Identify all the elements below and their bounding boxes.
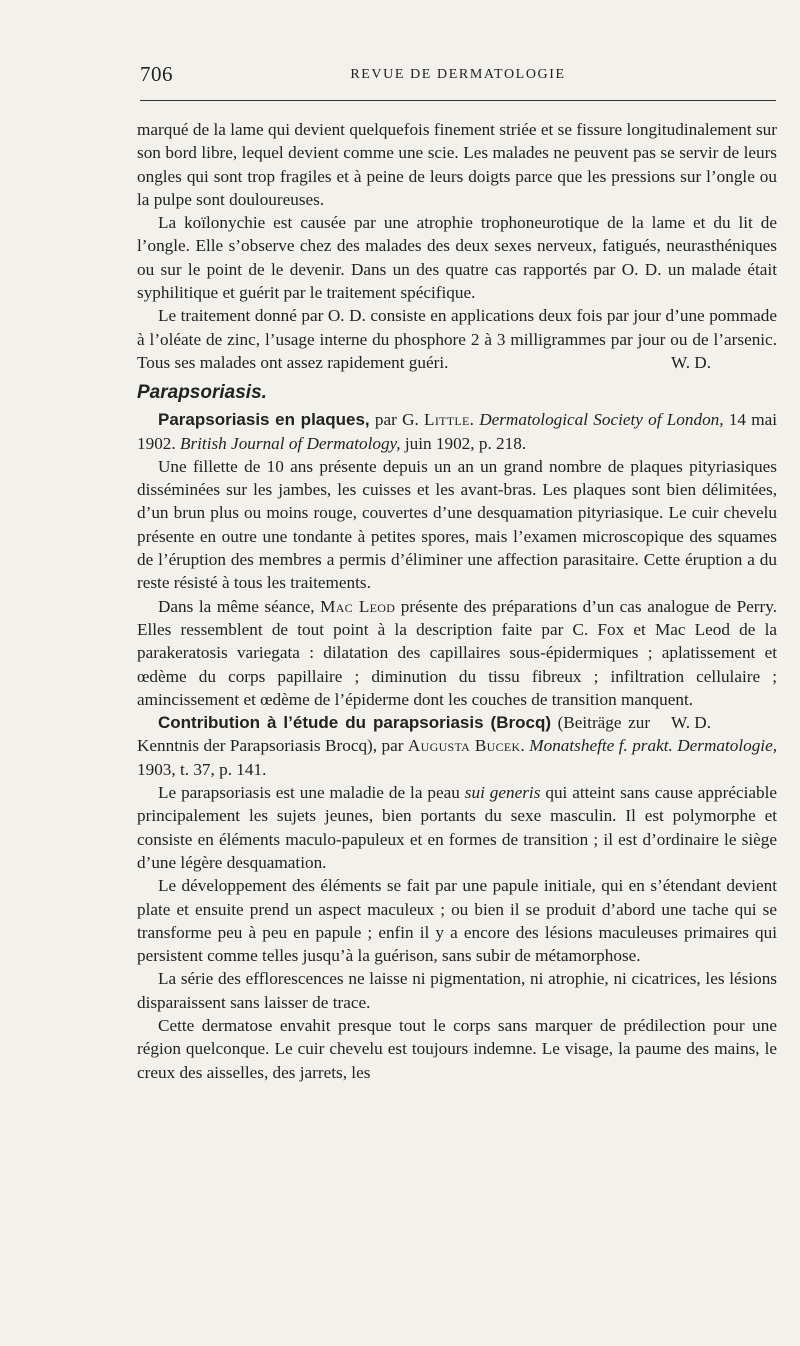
page-number: 706	[140, 62, 173, 86]
author-name: Augusta Bucek	[407, 736, 521, 756]
running-title: REVUE DE DERMATOLOGIE	[350, 67, 566, 82]
body-text	[137, 118, 777, 1084]
article-title: Parapsoriasis en plaques,	[158, 410, 370, 430]
article-heading: Contribution à l’étude du parapsoriasis (Brocq) (Beiträge zur Kenntnis der Parapsoriasis Brocq), par Augusta Bucek. Monatshefte f. prakt. Dermatologie, 1903, t. 37, p. 141.	[137, 713, 778, 779]
article2-paragraph-4: Cette dermatose envahit presque tout le corps sans marquer de prédilection pour une région quelconque. Le cuir chevelu est toujours indemne. Le visage, la paume des mains, le creux des aisselles, des jarrets, les	[137, 1015, 777, 1082]
article2-paragraph-1: Le parapsoriasis est une maladie de la peau sui generis qui atteint sans cause appréciable principalement les sujets jeunes, bien portants du sexe masculin. Il est polymorphe et consiste en éléments maculo-papuleux et en formes de transition ; il est d’ordinaire le siège d’une légère desquamation.	[137, 783, 778, 872]
article-heading: Parapsoriasis en plaques, par G. Little. Dermatological Society of London, 14 mai 1902. British Journal of Dermatology, juin 1902, p. 218.	[137, 410, 778, 453]
article-title: Contribution à l’étude du parapsoriasis (Brocq)	[158, 713, 551, 733]
koilonychie-paragraph-2: La koïlonychie est causée par une atrophie trophoneurotique de la lame et du lit de l’ongle. Elle s’observe chez des malades des deux sexes nerveux, fatigués, neurasthéniques ou sur le point de le devenir. Dans un des quatre cas rapportés par O. D. un malade était syphilitique et guérit par le traitement spécifique.	[137, 213, 777, 303]
signature: W. D.	[671, 352, 711, 372]
header-rule	[140, 100, 776, 101]
article1-paragraph-1: Une fillette de 10 ans présente depuis un an un grand nombre de plaques pityriasiques disséminées sur les jambes, les cuisses et les avant-bras. Les plaques sont bien délimitées, d’un brun plus ou moins rouge, couvertes d’une desquamation pityriasique. Le cuir chevelu présente en outre une tondante à petites spores, mais l’examen microscopique des squames de l’éruption des membres a permis d’éliminer une affection parasitaire. Cette éruption a du reste résisté à tous les traitements.	[137, 456, 777, 593]
page-header	[140, 62, 776, 92]
article1-paragraph-2: Dans la même séance, Mac Leod présente des préparations d’un cas analogue de Perry. Elles ressemblent de tout point à la description faite par C. Fox et Mac Leod de la parakeratosis variegata : dilatation des capillaires sous-épidermiques ; aplatissement et œdème du corps papillaire ; diminution du tissu fibreux ; infiltration cellulaire ; amincissement et œdème de l’épiderme dont les couches de transition manquent. W. D.	[137, 595, 777, 711]
article2-paragraph-2: Le développement des éléments se fait par une papule initiale, qui en s’étendant devient plate et ensuite prend un aspect maculeux ; ou bien il se produit d’abord une tache qui se transforme peu à peu en papule ; enfin il y a encore des lésions maculeuses primaires qui persistent comme telles jusqu’à la guérison, sans subir de métamorphose.	[137, 876, 777, 966]
koilonychie-paragraph-1: marqué de la lame qui devient quelquefois finement striée et se fissure longitudinalement sur son bord libre, lequel devient comme une scie. Les malades ne peuvent pas se servir de leurs ongles qui sont trop fragiles et à peine de leurs doigts parce que les pressions sur l’ongle ou la pulpe sont douloureuses.	[137, 120, 777, 209]
koilonychie-paragraph-3	[137, 304, 777, 374]
signature: W. D.	[671, 713, 711, 733]
journal-name: British Journal of Dermatology,	[179, 433, 401, 453]
author-name: Mac Leod	[320, 596, 396, 616]
journal-name: Dermatological Society of London,	[479, 410, 724, 430]
author-name: Little	[424, 410, 470, 430]
journal-name: Monatshefte f. prakt. Dermatologie,	[529, 736, 778, 756]
section-heading: Parapsoriasis.	[137, 382, 267, 404]
koilonychie-paragraph-3-text: Le traitement donné par O. D. consiste en applications deux fois par jour d’une pommade à l’oléate de zinc, l’usage interne du phosphore 2 à 3 milligrammes par jour ou de l’arsenic. Tous ses malades ont assez rapidement guéri.	[137, 306, 777, 372]
article2-paragraph-3: La série des efflorescences ne laisse ni pigmentation, ni atrophie, ni cicatrices, les lésions disparaissent sans laisser de trace.	[137, 969, 777, 1012]
